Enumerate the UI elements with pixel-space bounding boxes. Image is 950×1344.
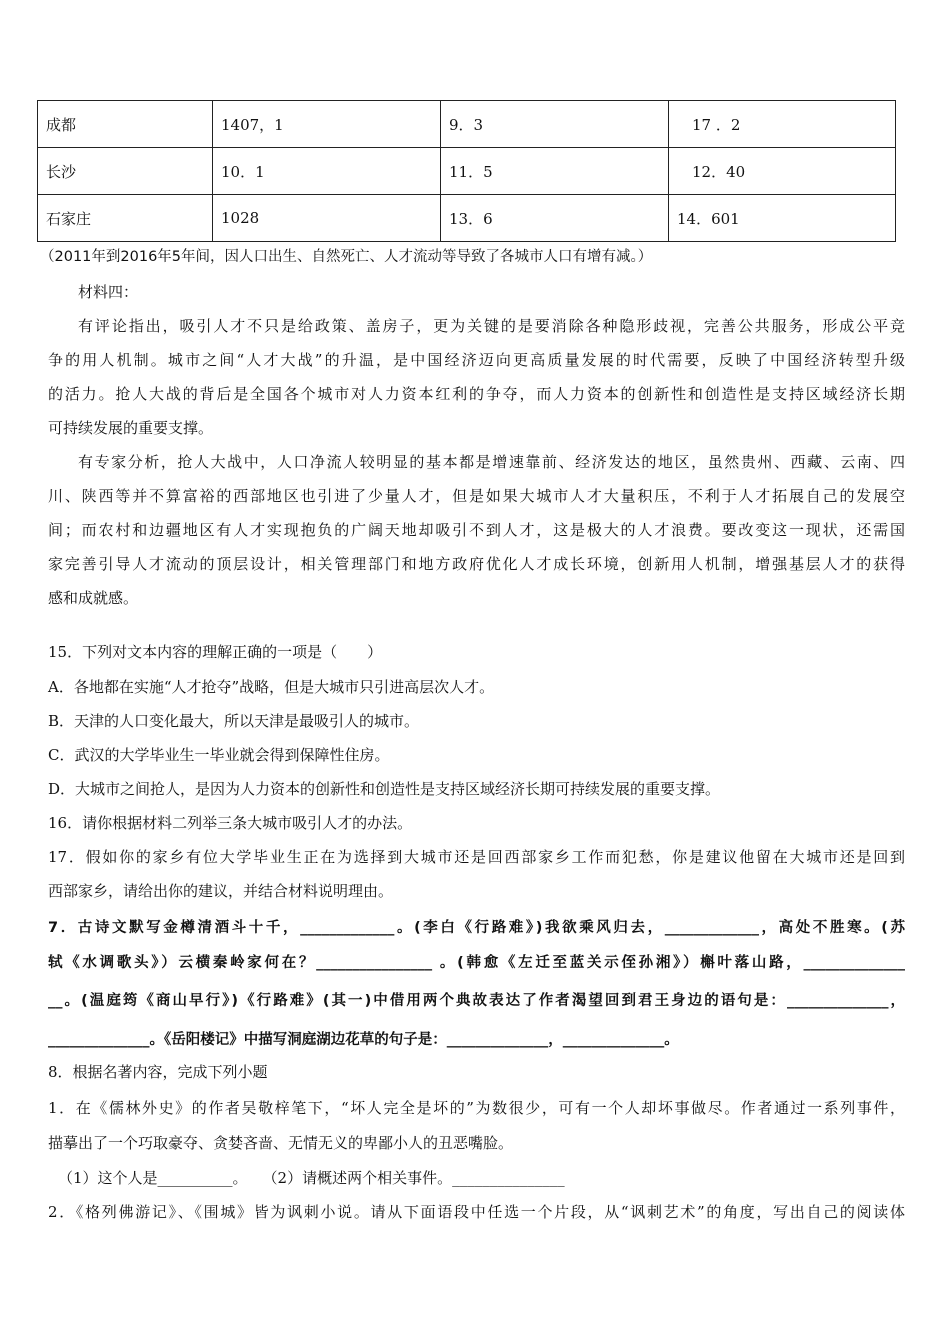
table-cell: 成都 — [38, 101, 213, 148]
paragraph-line: 川、陕西等并不算富裕的西部地区也引进了少量人才，但是如果大城市人才大量积压，不利于人才拓展自己的发展空 — [48, 487, 905, 505]
question-17-cont: 西部家乡，请给出你的建议，并结合材料说明理由。 — [48, 882, 394, 900]
paragraph-line: 家完善引导人才流动的顶层设计，相关管理部门和地方政府优化人才成长环境，创新用人机制，增强基层人才的获得 — [48, 555, 905, 573]
question-7: 7．古诗文默写金樽清酒斗十千，_____________。(李白《行路难》)我欲乘风归去，_____________，高处不胜寒。(苏 — [48, 920, 905, 936]
question-8-1: 1．在《儒林外史》的作者吴敬梓笔下，“坏人完全是坏的”为数很少，可有一个人却坏事做尽。作者通过一系列事件， — [48, 1099, 905, 1117]
paragraph-line: 的活力。抢人大战的背后是全国各个城市对人力资本红利的争夺，而人力资本的创新性和创造性是支持区域经济长期 — [48, 385, 905, 403]
question-7-line: 轼《水调歌头》）云横秦岭家何在？________________ 。(韩愈《左迁至蓝关示侄孙湘》）槲叶落山路，______________ — [48, 955, 905, 971]
question-7-line: ______________。《岳阳楼记》中描写洞庭湖边花草的句子是：______________，______________。 — [48, 1032, 679, 1048]
table-row — [38, 148, 896, 195]
paragraph-line: 间；而农村和边疆地区有人才实现抱负的广阔天地却吸引不到人才，这是极大的人才浪费。要改变这一现状，还需国 — [48, 521, 905, 539]
question-15: 15．下列对文本内容的理解正确的一项是（ ） — [48, 643, 383, 661]
table-row — [38, 195, 896, 242]
option-c: C．武汉的大学毕业生一毕业就会得到保障性住房。 — [48, 746, 390, 764]
table-row — [38, 101, 896, 148]
table-note: （2011年到2016年5年间，因人口出生、自然死亡、人才流动等导致了各城市人口有增有减。） — [40, 249, 653, 265]
question-8-2: 2．《格列佛游记》、《围城》皆为讽刺小说。请从下面语段中任选一个片段，从“讽刺艺术”的角度，写出自己的阅读体 — [48, 1203, 905, 1221]
table-cell: 13．6 — [441, 195, 669, 242]
table-cell: 9．3 — [441, 101, 669, 148]
paragraph-line: 争的用人机制。城市之间“人才大战”的升温，是中国经济迈向更高质量发展的时代需要，反映了中国经济转型升级 — [48, 351, 905, 369]
table-cell: 10．1 — [213, 148, 441, 195]
question-16: 16．请你根据材料二列举三条大城市吸引人才的办法。 — [48, 814, 413, 832]
material-title: 材料四： — [78, 283, 139, 301]
table-cell: 12．40 — [669, 148, 896, 195]
table-cell: 1028 — [213, 195, 441, 242]
table-cell: 1407，1 — [213, 101, 441, 148]
table-cell: 17 ．2 — [669, 101, 896, 148]
paragraph-line: 感和成就感。 — [48, 589, 139, 607]
table-cell: 石家庄 — [38, 195, 213, 242]
question-8-1-cont: 描摹出了一个巧取豪夺、贪婪吝啬、无情无义的卑鄙小人的丑恶嘴脸。 — [48, 1134, 514, 1152]
option-b: B．天津的人口变化最大，所以天津是最吸引人的城市。 — [48, 712, 420, 730]
table-cell: 14．601 — [669, 195, 896, 242]
table-cell: 11．5 — [441, 148, 669, 195]
table-cell: 长沙 — [38, 148, 213, 195]
paragraph-line: 可持续发展的重要支撑。 — [48, 419, 214, 437]
option-d: D．大城市之间抢人，是因为人力资本的创新性和创造性是支持区域经济长期可持续发展的重要支撑。 — [48, 780, 721, 798]
paragraph-line: 有评论指出，吸引人才不只是给政策、盖房子，更为关键的是要消除各种隐形歧视，完善公共服务，形成公平竞 — [78, 317, 905, 335]
question-8-1-subs: （1）这个人是__________。 （2）请概述两个相关事件。_______________ — [58, 1169, 565, 1187]
question-8: 8．根据名著内容，完成下列小题 — [48, 1063, 268, 1081]
paragraph-line: 有专家分析，抢人大战中，人口净流人较明显的基本都是增速靠前、经济发达的地区，虽然贵州、西藏、云南、四 — [78, 453, 905, 471]
question-17: 17．假如你的家乡有位大学毕业生正在为选择到大城市还是回西部家乡工作而犯愁，你是建议他留在大城市还是回到 — [48, 848, 905, 866]
population-table — [37, 100, 896, 242]
option-a: A．各地都在实施“人才抢夺”战略，但是大城市只引进高层次人才。 — [48, 678, 495, 696]
question-7-line: __。(温庭筠《商山早行》)《行路难》(其一)中借用两个典故表达了作者渴望回到君王身边的语句是：______________， — [48, 993, 905, 1009]
